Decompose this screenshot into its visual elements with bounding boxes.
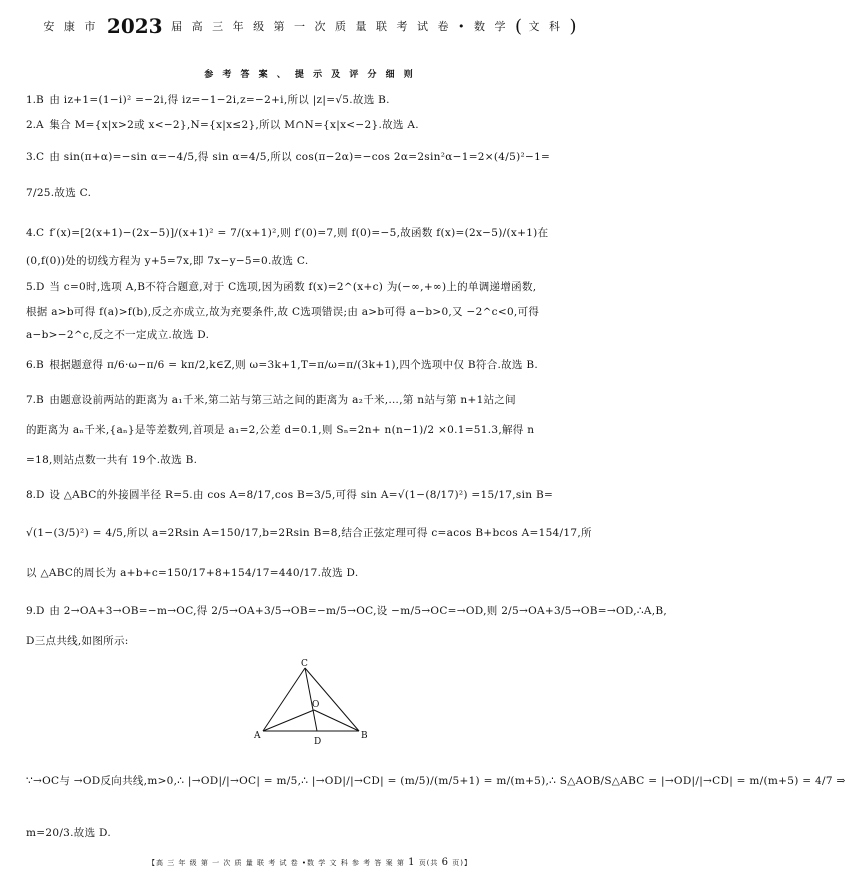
edge-ca [263,668,305,731]
answer-1-line-1 [26,93,598,107]
label-c: C [301,659,308,669]
segment-ao [263,710,314,731]
answer-text: 根据题意得 π/6·ω−π/6 = kπ/2,k∈Z,则 ω=3k+1,T=π/ω=π/(3k+1),四个选项中仅 B符合.故选 B. [49,359,539,371]
label-b: B [361,731,368,741]
answer-7-line-3 [26,453,598,467]
answer-9-line-3 [26,774,846,788]
answer-number: 2.A [26,119,44,131]
label-a: A [254,731,261,741]
footer-left: 【高 三 年 级 第 一 次 质 量 联 考 试 卷 •数 学 文 科 参 考 答 案 第 [147,859,405,867]
answer-text: =18,则站点数一共有 19个.故选 B. [26,454,198,466]
answer-number: 7.B [26,394,44,406]
page-footer [0,857,620,868]
answer-text: 由 2→OA+3→OB=−m→OC,得 2/5→OA+3/5→OB=−m/5→OC,设 −m/5→OC=→OD,则 2/5→OA+3/5→OB=→OD,∴A,B, [49,605,668,617]
answer-number: 1.B [26,94,44,106]
answer-8-line-2 [26,526,598,540]
answer-7-line-1 [26,393,598,407]
answer-8-line-3 [26,566,598,580]
answer-4-line-2 [26,254,598,268]
page-title [0,14,620,38]
answer-3-line-2 [26,186,598,200]
answer-text: 根据 a>b可得 f(a)>f(b),反之亦成立,故为充要条件,故 C选项错误;由 a>b可得 a−b>0,又 −2^c<0,可得 [26,306,540,318]
answer-4-line-1 [26,226,598,240]
answer-5-line-1 [26,280,598,294]
answer-5-line-2 [26,305,598,319]
answer-text: 以 △ABC的周长为 a+b+c=150/17+8+154/17=440/17.故选 D. [26,567,359,579]
triangle-figure [253,658,369,748]
answer-5-line-3 [26,328,598,342]
answer-number: 8.D [26,489,45,501]
footer-total-pages: 6 [441,857,450,868]
title-prefix: 安 康 市 [43,20,99,33]
answer-9-line-1 [26,604,668,618]
answer-9-line-2 [26,634,598,648]
label-d: D [314,737,322,747]
title-paren-open: ( [515,16,523,37]
answer-text: √(1−(3/5)²) = 4/5,所以 a=2Rsin A=150/17,b=2Rsin B=8,结合正弦定理可得 c=acos B+bcos A=154/17,所 [26,527,592,539]
answer-text: (0,f(0))处的切线方程为 y+5=7x,即 7x−y−5=0.故选 C. [26,255,309,267]
title-year: 2023 [106,14,163,38]
segment-ob [314,710,359,731]
answer-text: 由 iz+1=(1−i)² =−2i,得 iz=−1−2i,z=−2+i,所以 |z|=√5.故选 B. [49,94,390,106]
answer-text: f′(x)=[2(x+1)−(2x−5)]/(x+1)² = 7/(x+1)²,则 f′(0)=7,则 f(0)=−5,故函数 f(x)=(2x−5)/(x+1)在 [49,227,549,239]
answer-text: m=20/3.故选 D. [26,827,111,839]
answer-number: 3.C [26,151,45,163]
answer-text: D三点共线,如图所示: [26,635,129,647]
answer-text: 由 sin(π+α)=−sin α=−4/5,得 sin α=4/5,所以 cos(π−2α)=−cos 2α=2sin²α−1=2×(4/5)²−1= [49,151,551,163]
answer-text: 由题意设前两站的距离为 a₁千米,第二站与第三站之间的距离为 a₂千米,…,第 n站与第 n+1站之间 [49,394,516,406]
answer-number: 9.D [26,605,45,617]
page-subtitle: 参 考 答 案 、 提 示 及 评 分 细 则 [204,70,416,80]
answer-text: 设 △ABC的外接圆半径 R=5.由 cos A=8/17,cos B=3/5,可得 sin A=√(1−(8/17)²) =15/17,sin B= [49,489,554,501]
answer-3-line-1 [26,150,598,164]
answer-2-line-1 [26,118,598,132]
footer-page-number: 1 [408,857,416,868]
answer-number: 4.C [26,227,45,239]
title-middle: 届 高 三 年 级 第 一 次 质 量 联 考 试 卷 • 数 学 [171,20,509,33]
answer-6-line-1 [26,358,598,372]
answer-text: a−b>−2^c,反之不一定成立.故选 D. [26,329,210,341]
footer-middle: 页(共 [418,859,439,867]
answer-text: 集合 M={x|x>2或 x<−2},N={x|x≤2},所以 M∩N={x|x<−2}.故选 A. [49,119,419,131]
answer-text: ∵→OC与 →OD反向共线,m>0,∴ |→OD|/|→OC| = m/5,∴ |→OD|/|→CD| = (m/5)/(m/5+1) = m/(m+5),∴ S△AOB/S△ABC = |→OD|/|→CD| = m/(m+5) = 4/7 ⇒ [26,775,846,787]
answer-text: 当 c=0时,选项 A,B不符合题意,对于 C选项,因为函数 f(x)=2^(x+c) 为(−∞,+∞)上的单调递增函数, [49,281,537,293]
title-subject: 文 科 [528,20,564,33]
answer-7-line-2 [26,423,598,437]
label-o: O [312,700,320,710]
answer-text: 7/25.故选 C. [26,187,92,199]
answer-number: 5.D [26,281,45,293]
answer-text: 的距离为 aₙ千米,{aₙ}是等差数列,首项是 a₁=2,公差 d=0.1,则 Sₙ=2n+ n(n−1)/2 ×0.1=51.3,解得 n [26,424,535,436]
answer-8-line-1 [26,488,598,502]
footer-right: 页)】 [452,859,472,867]
title-paren-close: ) [569,16,577,37]
answer-number: 6.B [26,359,44,371]
answer-9-line-4 [26,826,598,840]
